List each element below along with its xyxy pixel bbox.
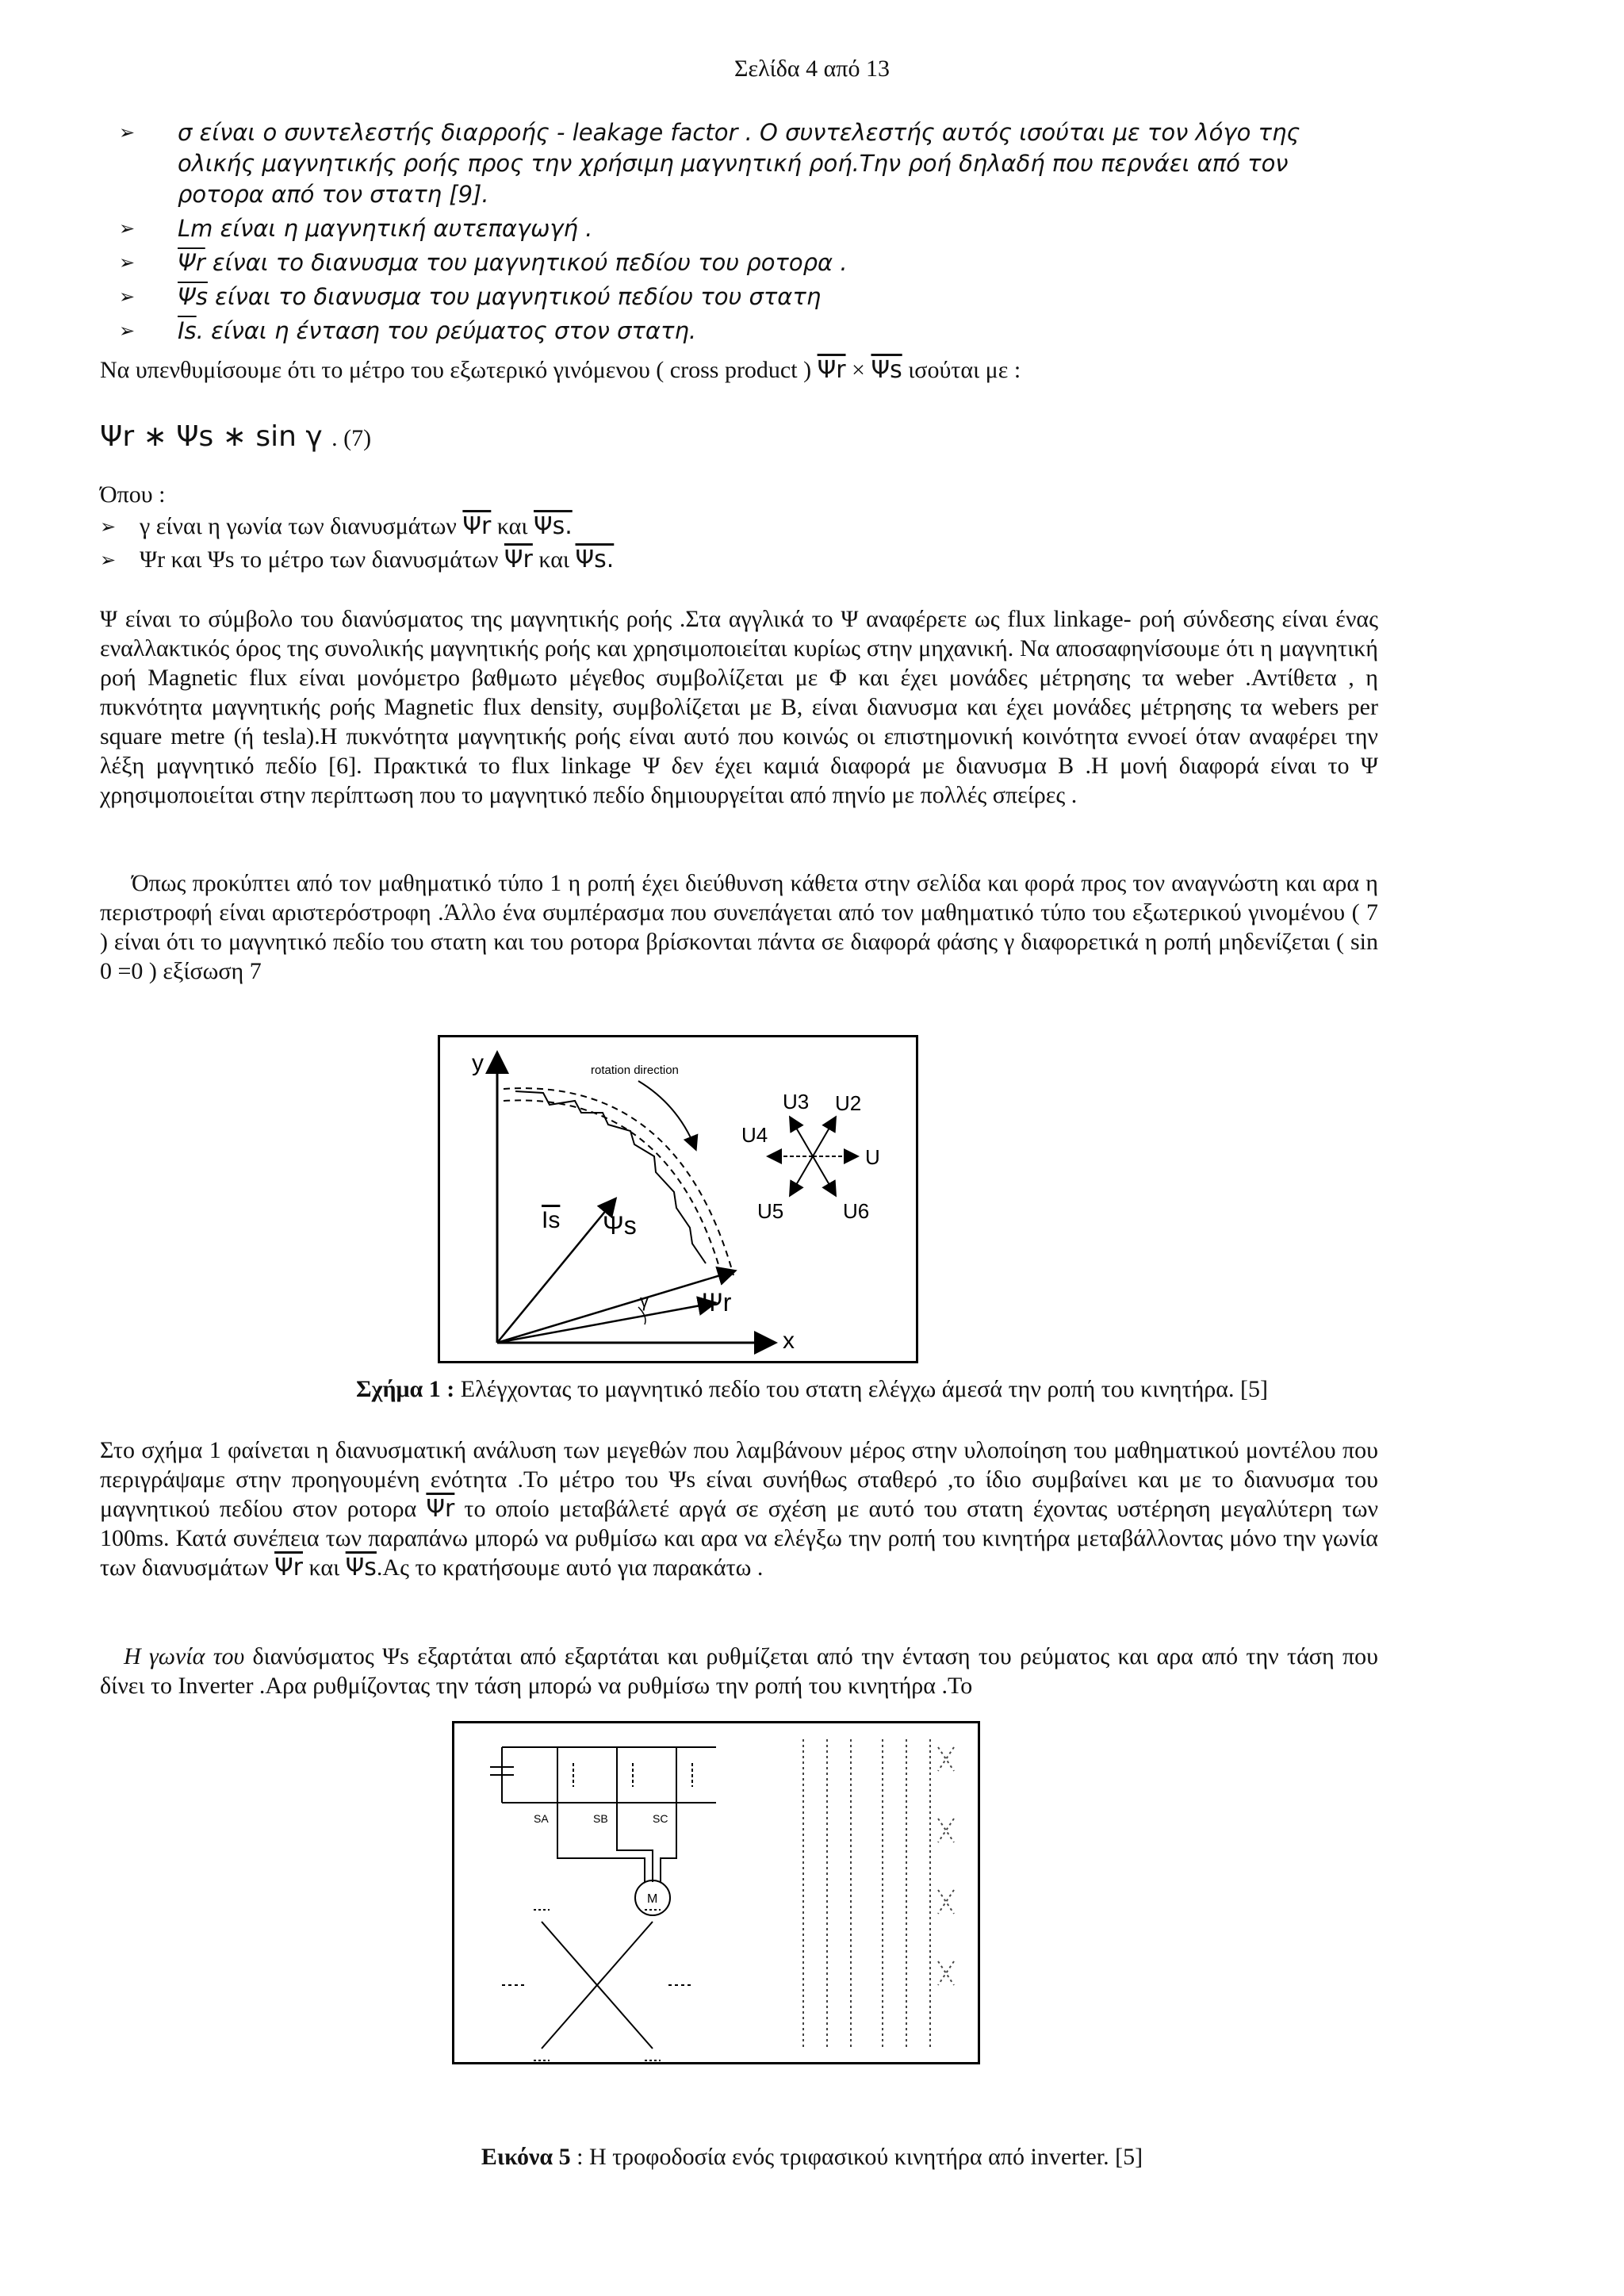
arrow-bullet-icon: ➢ xyxy=(119,251,136,274)
flux-arc-outer xyxy=(504,1088,733,1275)
page-header: Σελίδα 4 από 13 xyxy=(734,56,890,82)
psi-s-vector xyxy=(497,1271,733,1343)
cross-product-line xyxy=(100,355,1378,385)
arrow-bullet-icon: ➢ xyxy=(119,286,136,308)
inverter-diagram-svg xyxy=(454,1723,978,2062)
arrow-bullet-icon: ➢ xyxy=(119,320,136,342)
equation-7 xyxy=(100,420,371,453)
inverter-vector-star xyxy=(502,1910,692,2060)
definition-list xyxy=(119,117,1380,350)
figure-1-caption-text: Ελέγχοντας το μαγνητικό πεδίο του στατη ελέγχω άμεσά την ροπή του κινητήρα. [5] xyxy=(454,1376,1268,1402)
symbol: $\overline{\Psi s}$ xyxy=(178,283,208,310)
rotation-direction-label: rotation direction xyxy=(591,1064,679,1077)
paragraph-vector-analysis xyxy=(100,1435,1378,1582)
opou-label: Όπου : xyxy=(100,481,166,508)
definition-text: είναι η μαγνητική αυτεπαγωγή . xyxy=(213,215,593,242)
paragraph-flux-linkage: Ψ είναι το σύμβολο του διανύσματος της μαγνητικής ροής .Στα αγγλικά το Ψ αναφέρετε ως flux linkage- ροή σύνδεσης είναι ένας εναλλακτικός όρος της συνολικής μαγνητικής ροής και χρησιμοποιείται κυρίως στην μηχανική. Να αποσαφηνίσουμε ότι η μαγνητική ροή Magnetic flux είναι μονόμετρο βαθμωτο μέγεθος συμβολίζεται με Φ και έχει μονάδες μέτρησης τα weber .Αντίθετα , η πυκνότητα μαγνητικής ροής Magnetic flux density, συμβολίζεται με B, είναι διανυσμα και έχει μονάδες μέτρησης τα webers per square metre (ή tesla).Η πυκνότητα μαγνητικής ροής είναι αυτό που κοινώς οι επιστημονική κοινότητα εννοεί όταν αναφέρει την λέξη μαγνητικό πεδίο [6]. Πρακτικά το flux linkage Ψ δεν έχει καμιά διαφορά με διανυσμα B .Η μονή διαφορά είναι το Ψ χρησιμοποιείται στην περίπτωση που το μαγνητικό πεδίο δημιουργείται από πηνίο με πολλές σπείρες . xyxy=(100,606,1378,808)
arrow-bullet-icon: ➢ xyxy=(119,121,136,144)
paragraph-text: .Ας το κρατήσουμε αυτό για παρακάτω . xyxy=(376,1554,764,1581)
vector-psi-r: $\overline{\Psi r}$ xyxy=(462,512,492,540)
equation-number: . (7) xyxy=(331,425,372,451)
vector-psi-s: $\overline{\Psi s}$ xyxy=(871,356,902,384)
inverter-circuit xyxy=(490,1747,716,1915)
u6-label: U6 xyxy=(843,1199,870,1223)
equation-expression: Ψr ∗ Ψs ∗ sin γ xyxy=(100,420,323,453)
symbol: σ xyxy=(178,119,193,146)
paragraph-text: διανύσματος Ψs εξαρτάται από εξαρτάται και ρυθμίζεται από την ένταση του ρεύματος και αρα από την τάση που δίνει το Inverter .Αρα ρυθμίζοντας την τάση μπορώ να ρυθμίσω την ροπή του κινητήρα .Το xyxy=(100,1643,1378,1699)
gamma-label: γ xyxy=(640,1291,649,1311)
u2-label: U2 xyxy=(835,1091,862,1115)
paragraph-text: Στο σχήμα 1 φαίνεται η διανυσματική ανάλυση των μεγεθών που λαμβάνουν μέρος στην υλοποίηση του μαθηματικού μοντέλου που περιγράψαμε στην προηγουμένη ενότητα .Το μέτρο του Ψs είναι συνήθως σταθερό ,το ίδιο συμβαίνει και με το διανυσμα του μαγνητικού πεδίου στον ροτορα xyxy=(100,1437,1378,1522)
figure-1-vector-diagram xyxy=(438,1035,918,1363)
paragraph-text: το οποίο μεταβάλετέ αργά σε σχέση με αυτό του στατη έχοντας υστέρηση μεγαλύτερη των 100ms. Κατά συνέπεια των παραπάνω μπορώ να ρυθμίσω και αρα να ελέγξω την ροπή του κινητήρα μεταβάλλοντας μόνο την γωνία των διανυσμάτων xyxy=(100,1496,1379,1581)
u-label: U xyxy=(865,1145,880,1169)
list-item xyxy=(119,316,1380,347)
is-label: Is xyxy=(542,1207,561,1233)
item-text: Ψr και Ψs το μέτρο των διανυσμάτων xyxy=(140,546,499,573)
arrow-bullet-icon: ➢ xyxy=(100,516,117,538)
u5-label: U5 xyxy=(757,1199,784,1223)
figure-5-caption xyxy=(0,2144,1624,2171)
definition-text: είναι ο συντελεστής διαρροής - leakage factor . Ο συντελεστής αυτός ισούται με τον λόγο της ολικής μαγνητικής ροής προς την χρήσιμη μαγνητική ροή.Την ροή δηλαδή που περνάει από τον ροτορα από τον στατη [9]. xyxy=(178,119,1300,208)
item-text: γ είναι η γωνία των διανυσμάτων xyxy=(140,513,457,539)
definition-text: είναι το διανυσμα του μαγνητικού πεδίου του στατη xyxy=(207,283,822,310)
list-item xyxy=(119,117,1380,210)
conjunction: και xyxy=(496,513,528,539)
list-item xyxy=(100,512,1361,542)
x-axis-label: x xyxy=(783,1328,795,1354)
vector-psi-s: $\overline{\Psi s}$ xyxy=(345,1554,377,1581)
vector-psi-r: $\overline{\Psi r}$ xyxy=(274,1554,304,1581)
definition-text: . είναι η ένταση του ρεύματος στον στατη. xyxy=(196,317,697,344)
symbol: $\overline{\Psi r}$ xyxy=(178,249,205,276)
cross-operator: × xyxy=(852,357,865,383)
paragraph-inverter xyxy=(100,1642,1378,1700)
vector-psi-s: Ψs. xyxy=(533,512,573,540)
paragraph-torque-direction: Όπως προκύπτει από τον μαθηματικό τύπο 1 η ροπή έχει διεύθυνση κάθετα στην σελίδα και φορά προς τον αναγνώστη και αρα η περιστροφή είναι αριστερόστροφη .Άλλο ένα συμπέρασμα που συνεπάγεται από τον μαθηματικό τύπο του εξωτερικού γινομένου ( 7 ) είναι ότι το μαγνητικό πεδίο του στατη και του ροτορα βρίσκονται πάντα σε διαφορά φάσης γ διαφορετικά η ροπή μηδενίζεται ( sin 0 =0 ) εξίσωση 7 xyxy=(100,870,1378,984)
list-item xyxy=(119,247,1380,278)
figure-5-caption-label: Εικόνα 5 xyxy=(481,2144,571,2170)
definition-text: είναι το διανυσμα του μαγνητικού πεδίου του ροτορα . xyxy=(205,249,848,276)
vector-psi-r: $\overline{\Psi r}$ xyxy=(817,356,846,384)
motor-label: M xyxy=(647,1892,658,1906)
symbol: Lm xyxy=(178,215,213,242)
switching-states-pattern xyxy=(803,1739,954,2049)
list-item xyxy=(119,282,1380,312)
figure-1-caption-label: Σχήμα 1 : xyxy=(356,1376,455,1402)
psi-r-label: Ψr xyxy=(702,1288,732,1317)
list-item xyxy=(100,545,1361,575)
figure-5-inverter-diagram xyxy=(452,1721,980,2064)
italic-lead: Η γωνία του xyxy=(124,1643,245,1669)
vector-psi-s: Ψs. xyxy=(575,546,615,573)
switch-a-label: SA xyxy=(534,1812,549,1825)
voltage-vector-star xyxy=(741,1090,880,1223)
figure-1-caption xyxy=(0,1376,1624,1403)
conjunction: και xyxy=(538,546,569,573)
vector-psi-r: $\overline{\Psi r}$ xyxy=(504,546,533,573)
list-item xyxy=(119,213,1380,244)
u3-label: U3 xyxy=(783,1090,810,1114)
cross-product-text: Να υπενθυμίσουμε ότι το μέτρο του εξωτερικό γινόμενου ( cross product ) xyxy=(100,357,812,383)
cross-product-text-end: ισούται με : xyxy=(908,357,1021,383)
symbol: $\overline{Is}$ xyxy=(178,317,197,344)
vector-diagram-svg xyxy=(440,1037,916,1361)
arrow-bullet-icon: ➢ xyxy=(119,217,136,240)
switch-c-label: SC xyxy=(653,1812,668,1825)
variable-list xyxy=(100,512,1361,578)
rotation-arrow xyxy=(638,1081,695,1148)
vector-psi-r: $\overline{\Psi r}$ xyxy=(426,1495,455,1523)
psi-s-label: Ψs xyxy=(603,1211,637,1240)
y-axis-label: y xyxy=(472,1050,484,1076)
switch-b-label: SB xyxy=(593,1812,608,1825)
conjunction: και xyxy=(308,1554,340,1581)
u4-label: U4 xyxy=(741,1123,768,1147)
arrow-bullet-icon: ➢ xyxy=(100,549,117,571)
figure-5-caption-text: : Η τροφοδοσία ενός τριφασικού κινητήρα από inverter. [5] xyxy=(570,2144,1143,2170)
